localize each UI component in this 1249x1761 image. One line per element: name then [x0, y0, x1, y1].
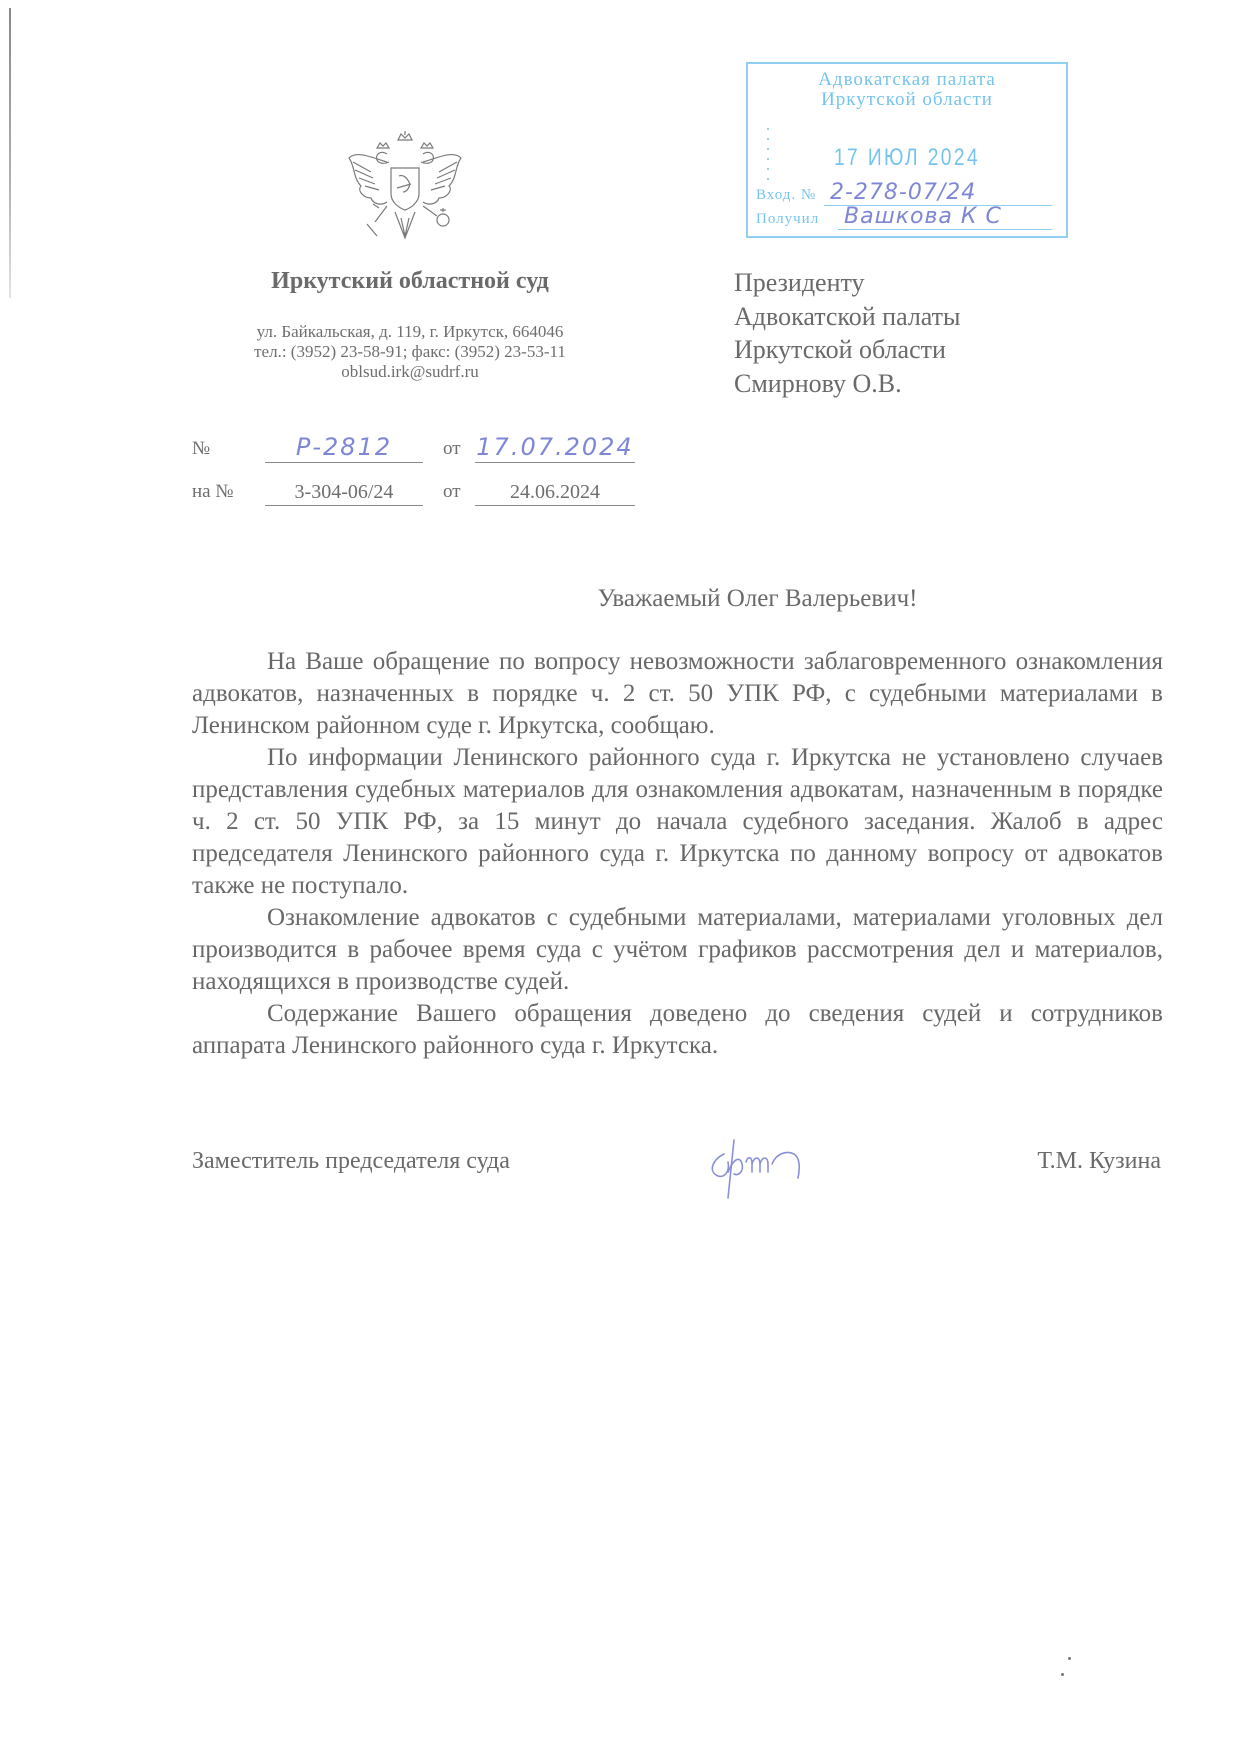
stamp-org-line1: Адвокатская палата: [818, 69, 996, 90]
court-email[interactable]: oblsud.irk@sudrf.ru: [341, 362, 479, 381]
letter-body: [192, 646, 1163, 1062]
scan-speck: [1061, 1673, 1064, 1676]
addressee-line: Президенту: [734, 268, 865, 297]
scan-edge-line: [9, 8, 11, 298]
body-paragraph: Содержание Вашего обращения доведено до сведения судей и сотрудников аппарата Ленинского районного суда г. Иркутска.: [192, 1000, 1163, 1059]
court-phones: тел.: (3952) 23-58-91; факс: (3952) 23-53-11: [254, 342, 566, 361]
court-name: Иркутский областной суд: [271, 268, 549, 294]
handwritten-signature-icon: [694, 1132, 824, 1202]
outgoing-number-row: [192, 434, 652, 464]
body-paragraph: Ознакомление адвокатов с судебными материалами, материалами уголовных дел производится в рабочее время суда с учётом графиков рассмотрения дел и материалов, находящихся в производстве судей.: [192, 904, 1163, 995]
stamp-incoming-label: Вход. №: [756, 187, 817, 203]
stamp-organization: [748, 70, 1066, 110]
stamp-incoming-number: 2-278-07/24: [824, 179, 1052, 206]
outgoing-date: 17.07.2024: [476, 433, 634, 461]
body-paragraph: На Ваше обращение по вопросу невозможности заблаговременного ознакомления адвокатов, назначенных в порядке ч. 2 ст. 50 УПК РФ, с судебными материалами в Ленинском районном суде г. Иркутска, сообщаю.: [192, 648, 1163, 739]
stamp-date: 17 ИЮЛ 2024: [833, 144, 981, 171]
coat-of-arms-icon: [343, 128, 467, 244]
addressee-block: [734, 266, 961, 400]
reference-number-row: [192, 477, 652, 507]
reference-number: 3-304-06/24: [265, 477, 423, 506]
body-paragraph: По информации Ленинского районного суда г. Иркутска не установлено случаев представления судебных материалов для ознакомления адвокатам, назначенным в порядке ч. 2 ст. 50 УПК РФ, за 15 минут до начала судебного заседания. Жалоб в адрес председателя Ленинского районного суда г. Иркутска по данному вопросу от адвокатов также не поступало.: [192, 744, 1163, 899]
court-address: ул. Байкальская, д. 119, г. Иркутск, 664046: [256, 322, 564, 341]
addressee-line: Адвокатской палаты: [734, 301, 961, 331]
stamp-received-row: [756, 206, 1052, 230]
court-contacts: [160, 322, 660, 382]
stamp-received-label: Получил: [756, 211, 820, 227]
stamp-dots: [767, 128, 769, 180]
scan-speck: [1068, 1657, 1071, 1660]
stamp-received-by: Вашкова К С: [838, 203, 1052, 230]
addressee-line: Смирнову О.В.: [734, 368, 902, 398]
signatory-name: Т.М. Кузина: [1037, 1148, 1161, 1174]
incoming-stamp: [746, 62, 1068, 238]
addressee-line: Иркутской области: [734, 335, 946, 364]
outgoing-date-label: от: [443, 438, 461, 459]
outgoing-number-label: №: [192, 438, 211, 459]
outgoing-number: Р-2812: [265, 434, 423, 463]
reference-date-label: от: [443, 481, 461, 502]
reference-date: 24.06.2024: [475, 477, 635, 506]
stamp-org-line2: Иркутской области: [821, 89, 993, 110]
reference-number-label: на №: [192, 481, 234, 502]
signatory-title: Заместитель председателя суда: [192, 1148, 510, 1174]
greeting: Уважаемый Олег Валерьевич!: [597, 585, 918, 612]
